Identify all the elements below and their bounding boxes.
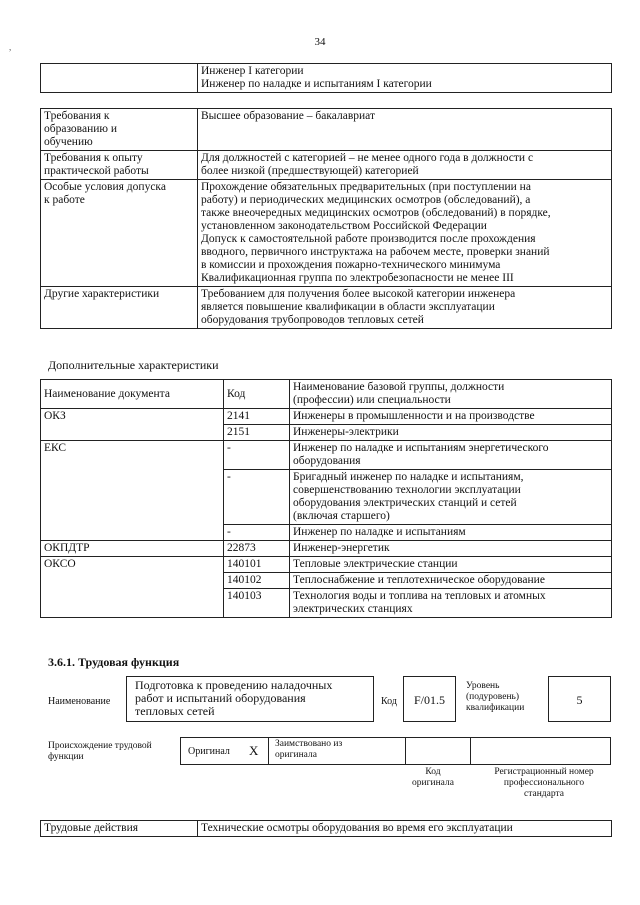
borrowed-label-line: оригинала [275,750,317,760]
name-line: Инженер по наладке и испытаниям [293,526,466,538]
additional-header-row [41,380,612,409]
titles-cell [198,64,612,93]
function-heading: 3.6.1. Трудовая функция [48,655,180,669]
origin-divider [268,737,269,765]
code-cell: 140103 [224,589,290,618]
name-line: Бригадный инженер по наладке и испытаниям, [293,471,524,483]
label-line: практической работы [44,165,149,177]
code-value: F/01.5 [413,693,445,707]
origin-row [180,737,611,765]
name-cell [290,470,612,525]
requirements-table [40,108,612,329]
actions-label: Трудовые действия [41,821,198,837]
level-value: 5 [576,693,583,707]
code-label: Код [381,696,397,707]
additional-table [40,379,612,618]
label-line: Другие характеристики [44,288,160,300]
value-line: также внеочередных медицинских осмотров (обследований) в порядке, [201,207,551,219]
margin-mark: , [9,42,12,52]
level-label-line: квалификации [466,703,525,713]
origin-code-line: оригинала [412,778,454,788]
name-cell [290,557,612,573]
name-cell [290,441,612,470]
requirements-row-other [41,287,612,329]
value-line: в комиссии и прохождения пожарно-технического минимума [201,259,501,271]
table-row [41,541,612,557]
actions-table [40,820,612,837]
header-doc: Наименование документа [41,380,224,409]
origin-code-line: Код [425,767,441,777]
function-name-box [126,676,374,722]
label-line: обучению [44,136,93,148]
doc-cell: ОКЗ [41,409,224,441]
borrowed-label-line: Заимствовано из [275,739,343,749]
value-line: Требованием для получения более высокой категории инженера [201,288,516,300]
name-line: Инженеры-электрики [293,426,399,438]
name-cell [290,541,612,557]
code-cell: 2151 [224,425,290,441]
header-line: Наименование базовой группы, должности [293,381,505,393]
label-line: Особые условия допуска [44,181,166,193]
title-line: Инженер по наладке и испытаниям I категории [201,78,432,90]
requirement-value [198,180,612,287]
value-line: работу) и периодических медицинских осмотров (обследований), а [201,194,531,206]
name-cell [290,525,612,541]
name-cell [290,589,612,618]
requirement-value [198,109,612,151]
doc-cell: ОКПДТР [41,541,224,557]
code-value-box [403,676,456,722]
value-line: Высшее образование – бакалавриат [201,110,375,122]
name-cell [290,409,612,425]
code-cell: 140102 [224,573,290,589]
page-number: 34 [314,36,326,48]
reg-number-label [483,767,605,800]
value-line: является повышение квалификации в области эксплуатации [201,301,495,313]
code-cell: 140101 [224,557,290,573]
name-line: Инженер по наладке и испытаниям энергетического [293,442,549,454]
table-row [41,409,612,425]
level-label-line: (подуровень) [466,692,520,702]
label-line: Требования к [44,110,110,122]
name-cell [290,573,612,589]
title-line: Инженер I категории [201,65,304,77]
requirement-value [198,287,612,329]
titles-table [40,63,612,93]
requirement-label [41,151,198,180]
table-row [41,557,612,573]
name-line: (включая старшего) [293,510,390,522]
level-label [466,681,524,714]
value-line: Для должностей с категорией – не менее одного года в должности с [201,152,534,164]
function-name-line: Подготовка к проведению наладочных [135,678,333,692]
label-line: Требования к опыту [44,152,143,164]
function-name-line: тепловых сетей [135,704,215,718]
doc-cell: ЕКС [41,441,224,541]
label-line: образованию и [44,123,117,135]
value-line: вводного, первичного инструктажа на рабочем месте, проверки знаний [201,246,550,258]
name-line: Технология воды и топлива на тепловых и атомных [293,590,546,602]
origin-divider [470,737,471,765]
name-line: Инженеры в промышленности и на производстве [293,410,535,422]
origin-divider [405,737,406,765]
name-label: Наименование [48,696,111,707]
reg-number-line: профессионального [503,778,585,788]
origin-label [48,741,152,763]
value-line: более низкой (предшествующей) категорией [201,165,419,177]
requirements-row-education [41,109,612,151]
level-label-line: Уровень [466,681,500,691]
name-line: Инженер-энергетик [293,542,390,554]
name-line: оборудования электрических станций и сетей [293,497,517,509]
name-line: совершенствованию технологии эксплуатации [293,484,521,496]
header-code: Код [224,380,290,409]
table-row [41,441,612,470]
requirements-row-conditions [41,180,612,287]
code-cell: - [224,525,290,541]
value-line: Допуск к самостоятельной работе производится после прохождения [201,233,536,245]
function-name-line: работ и испытаний оборудования [135,691,306,705]
header-name [290,380,612,409]
reg-number-line: стандарта [524,789,564,799]
code-cell: - [224,441,290,470]
origin-code-label [412,767,454,789]
additional-heading: Дополнительные характеристики [48,358,219,372]
code-cell: - [224,470,290,525]
name-line: Теплоснабжение и теплотехническое оборудование [293,574,545,586]
name-cell [290,425,612,441]
code-cell: 22873 [224,541,290,557]
name-line: Тепловые электрические станции [293,558,458,570]
requirement-value [198,151,612,180]
requirement-label [41,109,198,151]
value-line: Квалификационная группа по электробезопасности не менее III [201,272,514,284]
level-value-box [548,676,611,722]
original-mark: X [249,743,259,758]
label-line: к работе [44,194,85,206]
original-label: Оригинал [188,746,230,757]
name-line: электрических станциях [293,603,413,615]
origin-label-line: Происхождение трудовой [48,741,152,751]
name-line: оборудования [293,455,361,467]
origin-label-line: функции [48,752,84,762]
value-line: Прохождение обязательных предварительных (при поступлении на [201,181,531,193]
code-cell: 2141 [224,409,290,425]
value-line: оборудования трубопроводов тепловых сетей [201,314,424,326]
titles-empty-cell [41,64,198,93]
doc-cell: ОКСО [41,557,224,618]
reg-number-line: Регистрационный номер [494,767,594,777]
requirement-label [41,287,198,329]
value-line: установленном законодательством Российской Федерации [201,220,487,232]
actions-value: Технические осмотры оборудования во время его эксплуатации [198,821,612,837]
requirements-row-experience [41,151,612,180]
borrowed-label [275,739,342,761]
requirement-label [41,180,198,287]
header-line: (профессии) или специальности [293,394,451,406]
